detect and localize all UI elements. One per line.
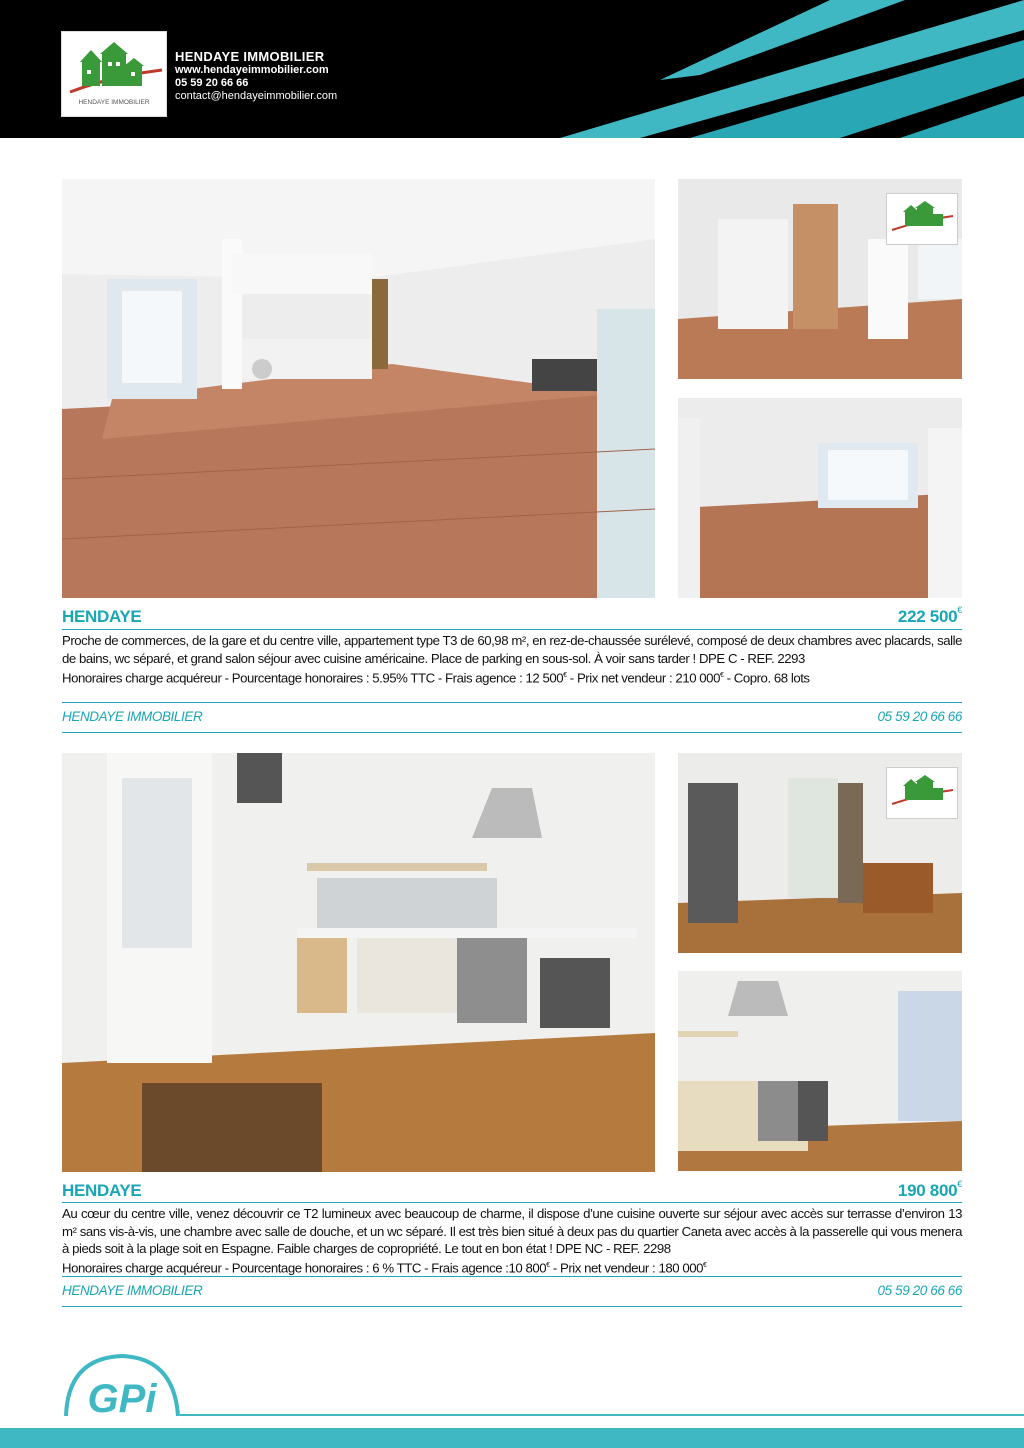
divider <box>62 1202 962 1203</box>
listing-2-price: 190 800€ <box>897 1179 962 1200</box>
divider <box>62 702 962 703</box>
listing-2-footer-agency: HENDAYE IMMOBILIER <box>62 1283 203 1298</box>
agency-logo <box>61 31 167 117</box>
listing-1-price: 222 500€ <box>897 605 962 626</box>
footer-line <box>180 1414 1024 1416</box>
listing-1-photo-3 <box>678 398 962 598</box>
divider <box>62 1276 962 1277</box>
house-logo-icon <box>887 768 957 818</box>
listing-2-description: Au cœur du centre ville, venez découvrir ce T2 lumineux avec beaucoup de charme, il dispose d’une cuisine ouverte sur séjour avec accès sur terrasse d’environ 13 m² sans vis-à-vis, une chambre avec salle de douche, et un wc séparé. Il est très bien situé à deux pas du quartier Caneta avec accès à la passerelle qui vous menera à pieds soit à la plage soit en Espagne. Faible charges de copropriété. Le tout en bon état ! DPE NC - REF. 2298 <box>62 1206 962 1256</box>
listing-2-photo-2 <box>678 753 962 953</box>
listing-1-footer-phone[interactable]: 05 59 20 66 66 <box>877 709 962 724</box>
agency-contact-block <box>175 49 337 103</box>
divider <box>62 732 962 733</box>
listing-2-watermark-logo <box>886 767 958 819</box>
listing-2-main-photo <box>62 753 655 1172</box>
listing-1-watermark-logo <box>886 193 958 245</box>
listing-2-fees: Honoraires charge acquéreur - Pourcentage honoraires : 6 % TTC - Frais agence :10 800€ - Prix net vendeur : 180 000€ <box>62 1260 707 1276</box>
footer-band <box>0 1428 1024 1448</box>
listing-1-main-photo <box>62 179 655 598</box>
listing-1-fees: Honoraires charge acquéreur - Pourcentage honoraires : 5.95% TTC - Frais agence : 12 500€ - Prix net vendeur : 210 000€ - Copro. 68 lots <box>62 670 810 686</box>
listing-1-description: Proche de commerces, de la gare et du centre ville, appartement type T3 de 60,98 m², en rez-de-chaussée surélevé, composé de deux chambres avec placards, salle de bains, wc séparé, et grand salon séjour avec cuisine américaine. Place de parking en sous-sol. À voir sans tarder ! DPE C - REF. 2293 <box>62 633 962 666</box>
agency-name: HENDAYE IMMOBILIER <box>175 49 325 64</box>
divider <box>62 629 962 630</box>
agency-email-link[interactable]: contact@hendayeimmobilier.com <box>175 90 338 102</box>
listing-1-photo-2 <box>678 179 962 379</box>
gpi-logo <box>62 1352 182 1427</box>
house-logo-icon <box>887 194 957 244</box>
listing-2-photo-3 <box>678 971 962 1171</box>
listing-1-city: HENDAYE <box>62 607 142 626</box>
gpi-logo-icon <box>62 1352 182 1422</box>
house-logo-icon <box>62 32 166 116</box>
listing-1-footer-agency: HENDAYE IMMOBILIER <box>62 709 203 724</box>
svg-text:GPi: GPi <box>87 1377 157 1421</box>
page-header <box>0 0 1024 138</box>
listing-2-footer-phone[interactable]: 05 59 20 66 66 <box>877 1283 962 1298</box>
agency-website-link[interactable]: www.hendayeimmobilier.com <box>175 64 329 76</box>
divider <box>62 1306 962 1307</box>
svg-text:HENDAYE IMMOBILIER: HENDAYE IMMOBILIER <box>78 99 150 106</box>
listing-2-city: HENDAYE <box>62 1181 142 1200</box>
agency-phone[interactable]: 05 59 20 66 66 <box>175 77 249 89</box>
